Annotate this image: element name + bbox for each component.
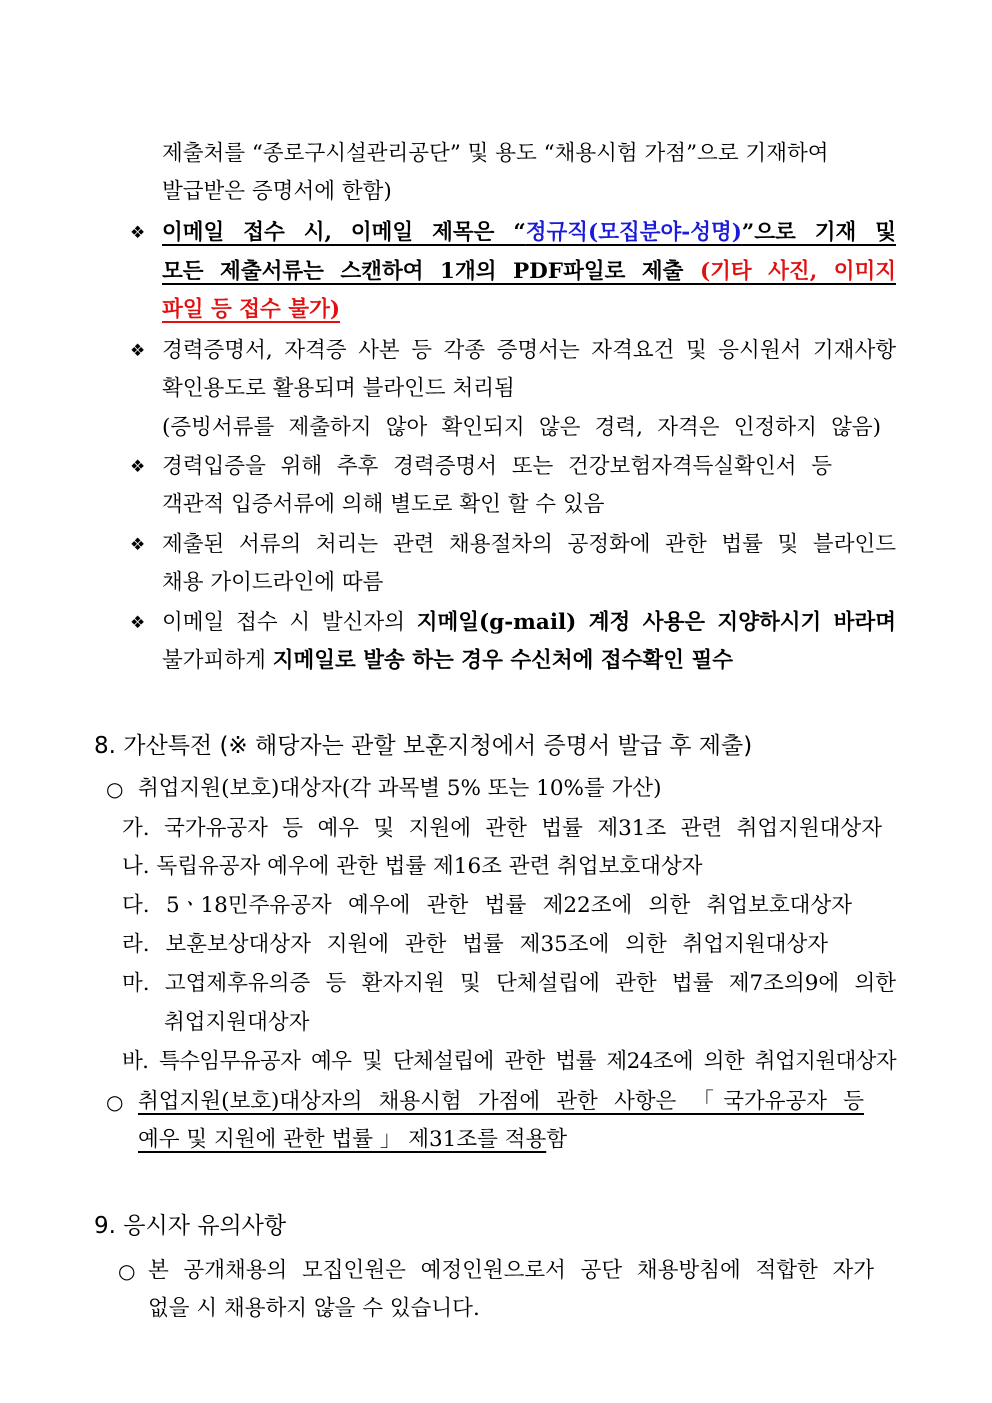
gmail-notice-line-1: 이메일 접수 시 발신자의 지메일(g-mail) 계정 사용은 지양하시기 바라며 (162, 610, 896, 635)
verify-notice-line-1: 경력입증을 위해 추후 경력증명서 또는 건강보험자격득실확인서 등 (162, 454, 832, 479)
section-8-item: 나. 독립유공자 예우에 관한 법률 제16조 관련 취업보호대상자 (122, 854, 703, 879)
section-8-subheading: 취업지원(보호)대상자(각 과목별 5% 또는 10%를 가산) (138, 776, 662, 801)
career-notice-line-1: 경력증명서, 자격증 사본 등 각종 증명서는 자격요건 및 응시원서 기재사항 (162, 338, 896, 363)
career-notice-line-3: (증빙서류를 제출하지 않아 확인되지 않은 경력, 자격은 인정하지 않음) (162, 415, 881, 440)
section-8-item-continued: 취업지원대상자 (164, 1010, 310, 1035)
section-9-heading: 9. 응시자 유의사항 (94, 1213, 287, 1239)
docs-notice-line-2: 채용 가이드라인에 따름 (162, 570, 384, 595)
email-title-notice-line-2: 모든 제출서류는 스캔하여 1개의 PDF파일로 제출 (기타 사진, 이미지 (162, 259, 896, 284)
section-8-item: 다. 5ㆍ18민주유공자 예우에 관한 법률 제22조에 의한 취업보호대상자 (122, 893, 852, 918)
note-continuation-line-1: 제출처를 “종로구시설관리공단” 및 용도 “채용시험 가점”으로 기재하여 (162, 141, 829, 166)
diamond-bullet-icon: ❖ (130, 535, 146, 555)
diamond-bullet-icon: ❖ (130, 341, 146, 361)
diamond-bullet-icon: ❖ (130, 457, 146, 477)
section-8-note-line-1: 취업지원(보호)대상자의 채용시험 가점에 관한 사항은 「국가유공자 등 (138, 1089, 864, 1114)
section-9-note-line-1: 본 공개채용의 모집인원은 예정인원으로서 공단 채용방침에 적합한 자가 (148, 1258, 874, 1283)
circle-bullet-icon: ○ (106, 1090, 124, 1114)
circle-bullet-icon: ○ (118, 1259, 136, 1283)
email-title-notice-line-3: 파일 등 접수 불가) (162, 297, 341, 322)
section-8-item: 바. 특수임무유공자 예우 및 단체설립에 관한 법률 제24조에 의한 취업지원대상자 (122, 1049, 896, 1074)
diamond-bullet-icon: ❖ (130, 613, 146, 633)
section-9-note-line-2: 없을 시 채용하지 않을 수 있습니다. (148, 1296, 480, 1321)
email-title-notice-line-1: 이메일 접수 시, 이메일 제목은 “정규직(모집분야-성명)”으로 기재 및 (162, 220, 896, 245)
verify-notice-line-2: 객관적 입증서류에 의해 별도로 확인 할 수 있음 (162, 492, 605, 517)
section-8-heading: 8. 가산특전 (※ 해당자는 관할 보훈지청에서 증명서 발급 후 제출) (94, 733, 753, 759)
career-notice-line-2: 확인용도로 활용되며 블라인드 처리됨 (162, 376, 515, 401)
section-8-note-line-2: 예우 및 지원에 관한 법률 」 제31조를 적용함 (138, 1127, 568, 1152)
docs-notice-line-1: 제출된 서류의 처리는 관련 채용절차의 공정화에 관한 법률 및 블라인드 (162, 532, 896, 557)
note-continuation-line-2: 발급받은 증명서에 한함) (162, 179, 392, 204)
gmail-notice-line-2: 불가피하게 지메일로 발송 하는 경우 수신처에 접수확인 필수 (162, 648, 733, 673)
section-8-item: 라. 보훈보상대상자 지원에 관한 법률 제35조에 의한 취업지원대상자 (122, 932, 828, 957)
section-8-item: 마. 고엽제후유의증 등 환자지원 및 단체설립에 관한 법률 제7조의9에 의한 (122, 971, 896, 996)
section-8-item: 가. 국가유공자 등 예우 및 지원에 관한 법률 제31조 관련 취업지원대상자 (122, 816, 882, 841)
diamond-bullet-icon: ❖ (130, 223, 146, 243)
circle-bullet-icon: ○ (106, 777, 124, 801)
